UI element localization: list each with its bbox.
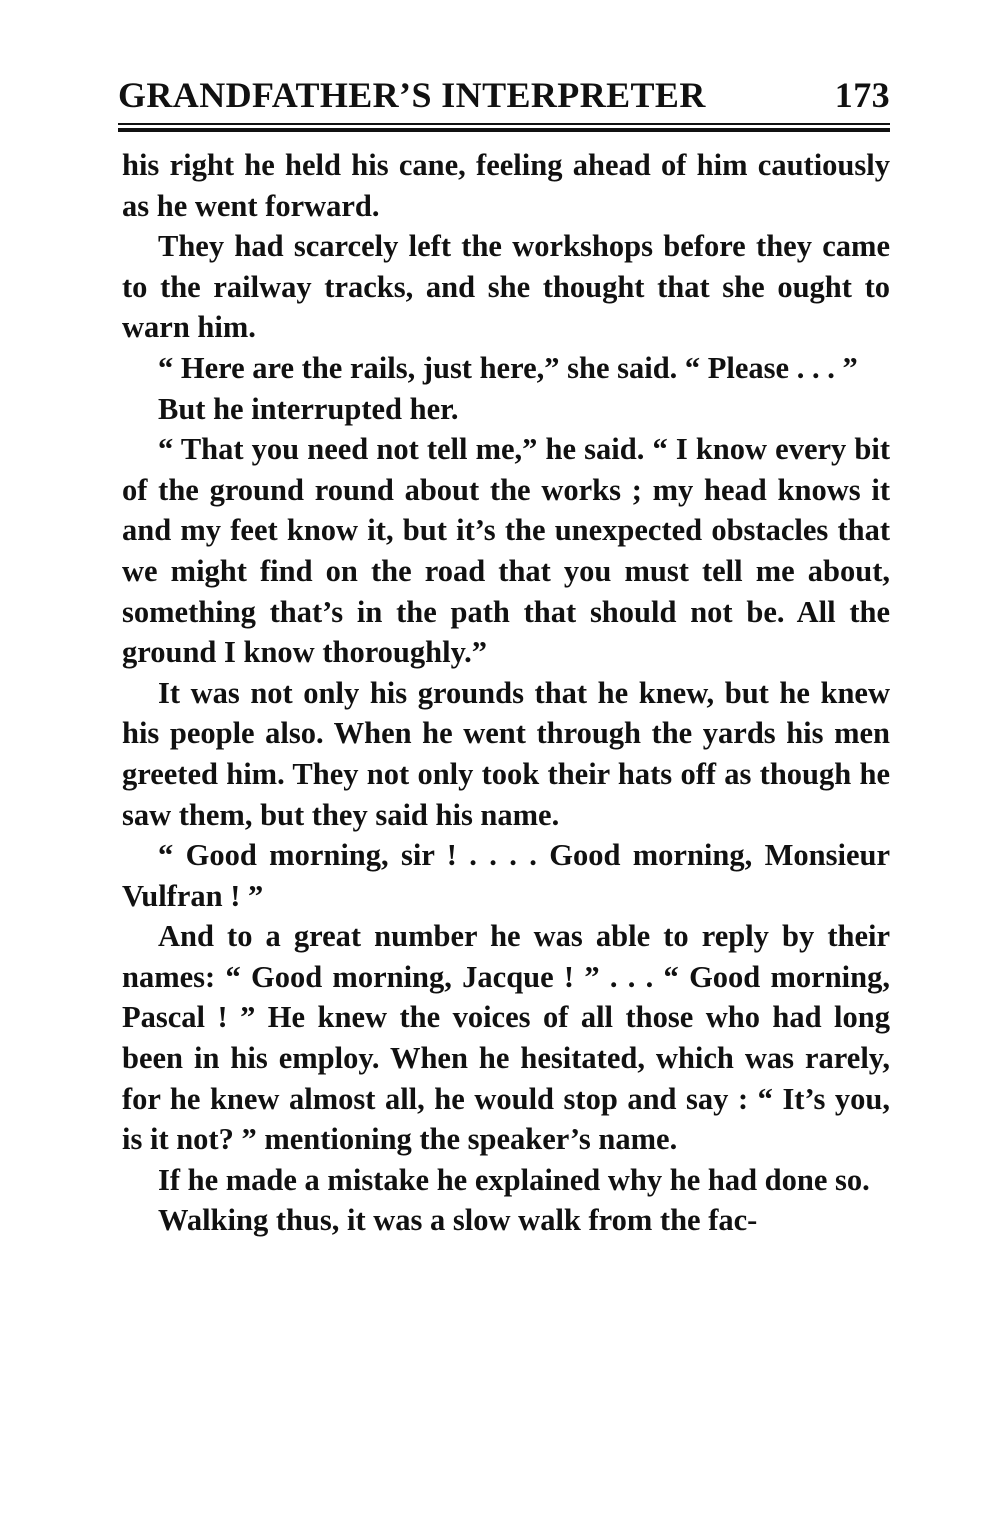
page-number: 173 — [834, 75, 890, 115]
paragraph: “ Here are the rails, just here,” she said. “ Please . . . ” — [158, 350, 858, 385]
running-title: GRANDFATHER’S INTERPRETER — [118, 75, 706, 115]
paragraph: But he interrupted her. — [158, 391, 459, 426]
header-rule-thin — [118, 123, 890, 125]
header-rule-thick — [118, 128, 890, 132]
paragraph: It was not only his grounds that he knew, but he knew his people also. When he went through the yards his men greeted him. They not only took their hats off as though he saw them, but they said his name. — [122, 675, 890, 832]
running-header — [118, 74, 890, 118]
paragraph: If he made a mistake he explained why he had done so. — [158, 1162, 870, 1197]
paragraph: “ Good morning, sir ! . . . . Good morning, Monsieur Vulfran ! ” — [122, 838, 890, 913]
paragraph: Walking thus, it was a slow walk from the fac- — [158, 1203, 758, 1238]
paragraph: “ That you need not tell me,” he said. “ I know every bit of the ground round about the works ; my head knows it and my feet know it, but it’s the unexpected obstacles that we might find on the road that you must tell me about, something that’s in the path that should not be. All the ground I know thoroughly.” — [122, 432, 890, 670]
paragraph: They had scarcely left the workshops before they came to the railway tracks, and she thought that she ought to warn him. — [122, 229, 890, 345]
paragraph: his right he held his cane, feeling ahead of him cautiously as he went forward. — [122, 148, 890, 223]
paragraph: And to a great number he was able to reply by their names: “ Good morning, Jacque ! ” . . . “ Good morning, Pascal ! ” He knew the voices of all those who had long been in his employ. When he hesitated, which was rarely, for he knew almost all, he would stop and say : “ It’s you, is it not? ” mentioning the speaker’s name. — [122, 919, 890, 1157]
body-text — [122, 145, 890, 1241]
